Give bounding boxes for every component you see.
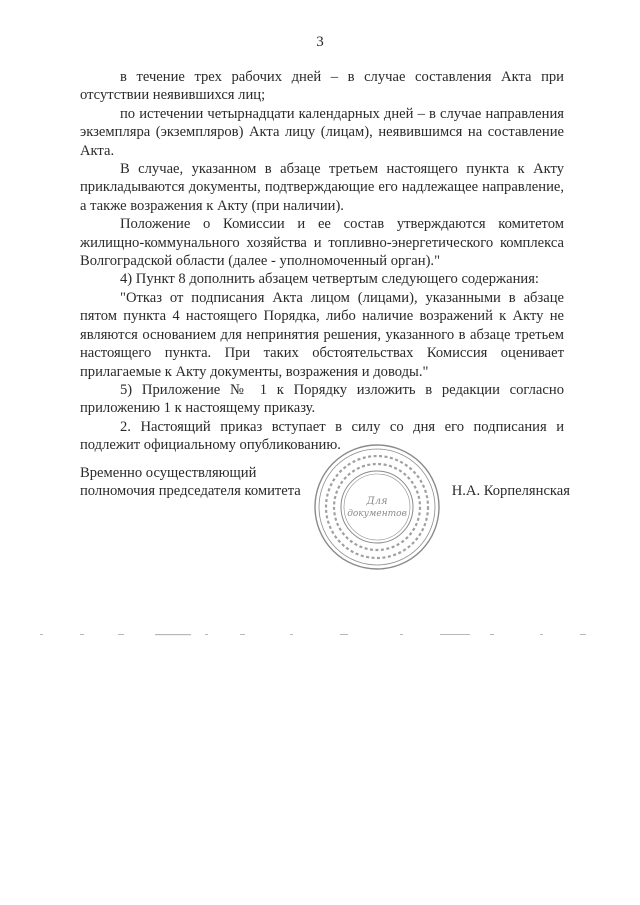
paragraph: 5) Приложение № 1 к Порядку изложить в редакции согласно приложению 1 к настоящему приказу. xyxy=(80,381,564,417)
signatory-title-line: полномочия председателя комитета xyxy=(80,483,301,500)
paragraph: 4) Пункт 8 дополнить абзацем четвертым следующего содержания: xyxy=(120,271,539,288)
scan-artifact-line xyxy=(40,632,600,638)
document-body xyxy=(80,68,564,455)
stamp-text: Для xyxy=(366,496,388,507)
stamp-text: документов xyxy=(347,509,407,519)
signature-block xyxy=(80,460,570,560)
paragraph: Положение о Комиссии и ее состав утверждаются комитетом жилищно-коммунального хозяйства и топливно-энергетического комплекса Волгоградской области (далее - уполномоченный орган)." xyxy=(80,216,564,270)
signatory-title-line: Временно осуществляющий xyxy=(80,465,257,481)
paragraph: по истечении четырнадцати календарных дней – в случае направления экземпляра (экземпляров) Акта лицу (лицам), неявившимся на составление Акта. xyxy=(80,105,564,159)
paragraph: в течение трех рабочих дней – в случае составления Акта при отсутствии неявившихся лиц; xyxy=(80,69,564,104)
signatory-title xyxy=(80,464,301,501)
paragraph: В случае, указанном в абзаце третьем настоящего пункта к Акту прикладываются документы, подтверждающие его надлежащее направление, а также возражения к Акту (при наличии). xyxy=(80,161,564,214)
official-seal-stamp xyxy=(312,442,442,572)
signatory-name: Н.А. Корпелянская xyxy=(451,483,570,499)
paragraph: 2. Настоящий приказ вступает в силу со дня его подписания и подлежит официальному опубликованию. xyxy=(80,418,564,454)
page-number: 3 xyxy=(316,34,324,50)
paragraph: "Отказ от подписания Акта лицом (лицами), указанными в абзаце пятом пункта 4 настоящего Порядка, либо наличие возражений к Акту не являются основанием для непринятия решения, указанного в абзаце третьем настоящего пункта. При таких обстоятельствах Комиссия оценивает прилагаемые к Акту документы, возражения и доводы." xyxy=(80,289,564,380)
